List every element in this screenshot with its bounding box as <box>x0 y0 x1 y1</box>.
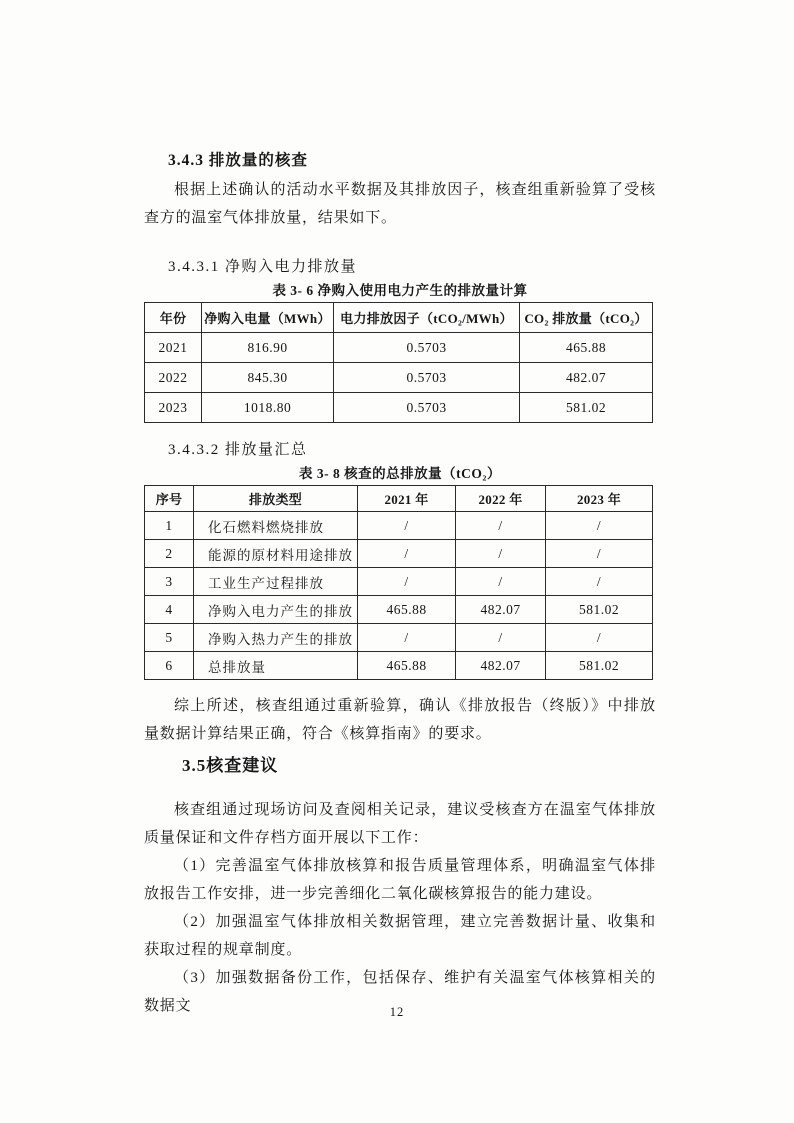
table-cell: 482.07 <box>456 652 546 680</box>
table-cell: 465.88 <box>520 333 653 363</box>
table-cell: 0.5703 <box>334 363 520 393</box>
table-cell: 1018.80 <box>202 393 334 423</box>
table-cell: 465.88 <box>358 652 456 680</box>
table-cell: 482.07 <box>456 596 546 624</box>
table-cell: 581.02 <box>520 393 653 423</box>
table-row <box>145 512 653 540</box>
table-cell: / <box>358 512 456 540</box>
table-row <box>145 596 653 624</box>
table-cell: 总排放量 <box>194 652 358 680</box>
table-row <box>145 333 653 363</box>
table-cell: 465.88 <box>358 596 456 624</box>
table-cell: 845.30 <box>202 363 334 393</box>
table-cell: 6 <box>145 652 194 680</box>
table-row <box>145 624 653 652</box>
table-cell: 净购入电力产生的排放 <box>194 596 358 624</box>
table-3-8 <box>144 485 653 680</box>
page-number: 12 <box>389 1005 405 1019</box>
table-cell: / <box>456 540 546 568</box>
column-header: 净购入电量（MWh） <box>202 303 334 333</box>
section-heading-3-4-3-2: 3.4.3.2 排放量汇总 <box>168 442 308 458</box>
column-header: 2022 年 <box>456 486 546 512</box>
paragraph-recommendation-2: （2）加强温室气体排放相关数据管理，建立完善数据计量、收集和获取过程的规章制度。 <box>144 914 656 958</box>
paragraph-emission-recalculation: 根据上述确认的活动水平数据及其排放因子，核查组重新验算了受核查方的温室气体排放量，结果如下。 <box>144 182 656 226</box>
table-row <box>145 363 653 393</box>
table-cell: / <box>456 568 546 596</box>
table-cell: 2022 <box>145 363 202 393</box>
column-header: 序号 <box>145 486 194 512</box>
table-cell: 能源的原材料用途排放 <box>194 540 358 568</box>
table-row <box>145 540 653 568</box>
table-cell: / <box>358 624 456 652</box>
table-3-6 <box>144 302 653 423</box>
table-cell: 3 <box>145 568 194 596</box>
table-row <box>145 393 653 423</box>
table-cell: 1 <box>145 512 194 540</box>
column-header: 2023 年 <box>546 486 653 512</box>
section-heading-3-4-3: 3.4.3 排放量的核查 <box>168 152 308 169</box>
table-cell: / <box>456 512 546 540</box>
table-cell: 净购入热力产生的排放 <box>194 624 358 652</box>
column-header: 排放类型 <box>194 486 358 512</box>
table-cell: / <box>358 568 456 596</box>
column-header: CO₂ 排放量（tCO₂） <box>520 303 653 333</box>
table-cell: / <box>546 512 653 540</box>
table-cell: / <box>456 624 546 652</box>
table-cell: 化石燃料燃烧排放 <box>194 512 358 540</box>
table-cell: 2021 <box>145 333 202 363</box>
paragraph-conclusion: 综上所述，核查组通过重新验算，确认《排放报告（终版）》中排放量数据计算结果正确，符合《核算指南》的要求。 <box>144 698 656 742</box>
table-cell: 5 <box>145 624 194 652</box>
table-cell: / <box>546 568 653 596</box>
table-cell: 2023 <box>145 393 202 423</box>
table-cell: 482.07 <box>520 363 653 393</box>
table-3-8-caption: 表 3- 8 核查的总排放量（tCO₂） <box>299 466 501 481</box>
table-cell: 4 <box>145 596 194 624</box>
table-cell: / <box>358 540 456 568</box>
table-cell: 0.5703 <box>334 393 520 423</box>
section-heading-3-4-3-1: 3.4.3.1 净购入电力排放量 <box>168 259 358 275</box>
column-header: 年份 <box>145 303 202 333</box>
table-row <box>145 568 653 596</box>
table-row <box>145 652 653 680</box>
table-header-row <box>145 486 653 512</box>
table-cell: 581.02 <box>546 596 653 624</box>
page-content <box>144 150 656 1020</box>
table-cell: 0.5703 <box>334 333 520 363</box>
table-header-row <box>145 303 653 333</box>
table-cell: 581.02 <box>546 652 653 680</box>
paragraph-recommendation-intro: 核查组通过现场访问及查阅相关记录，建议受核查方在温室气体排放质量保证和文件存档方面开展以下工作： <box>144 802 656 846</box>
table-3-6-caption: 表 3- 6 净购入使用电力产生的排放量计算 <box>272 283 528 298</box>
section-heading-3-5: 3.5核查建议 <box>182 756 279 775</box>
table-cell: / <box>546 624 653 652</box>
paragraph-recommendation-1: （1）完善温室气体排放核算和报告质量管理体系，明确温室气体排放报告工作安排，进一步完善细化二氧化碳核算报告的能力建设。 <box>144 858 656 902</box>
column-header: 电力排放因子（tCO₂/MWh） <box>334 303 520 333</box>
table-cell: / <box>546 540 653 568</box>
paragraph-recommendation-3: （3）加强数据备份工作，包括保存、维护有关温室气体核算相关的数据文 <box>144 970 656 1014</box>
table-cell: 2 <box>145 540 194 568</box>
table-cell: 工业生产过程排放 <box>194 568 358 596</box>
table-cell: 816.90 <box>202 333 334 363</box>
column-header: 2021 年 <box>358 486 456 512</box>
